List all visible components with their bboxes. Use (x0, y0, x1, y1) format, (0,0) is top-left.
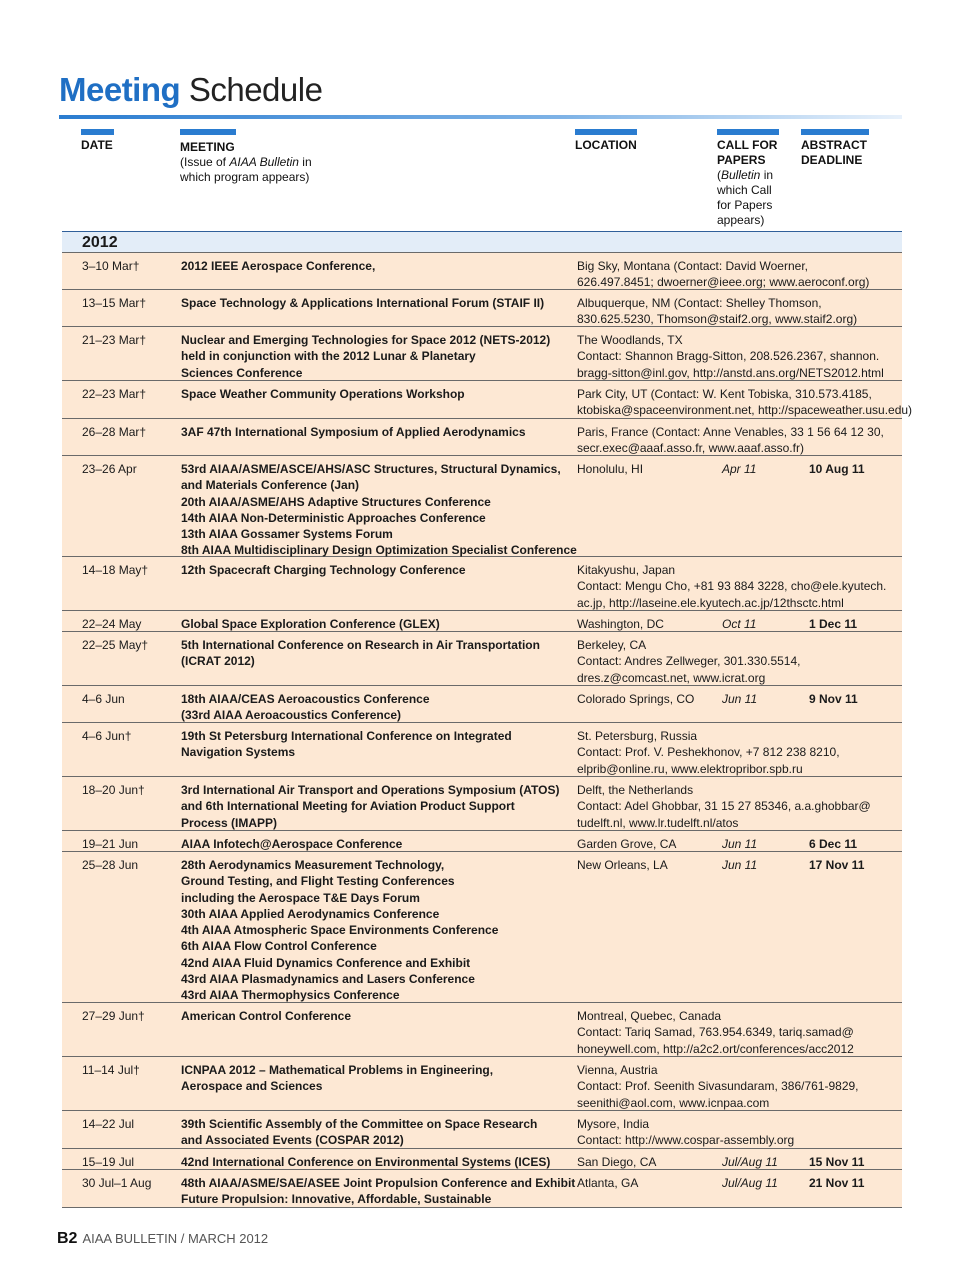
row-date: 14–18 May† (82, 563, 149, 577)
row-date: 18–20 Jun† (82, 783, 145, 797)
footer-text: AIAA BULLETIN / MARCH 2012 (82, 1231, 269, 1246)
meeting-line: 53rd AIAA/ASME/ASCE/AHS/ASC Structures, Structural Dynamics, (181, 462, 561, 476)
row-date: 13–15 Mar† (82, 296, 147, 310)
table-row (62, 1057, 902, 1111)
row-location (577, 637, 907, 686)
location-line: Honolulu, HI (577, 462, 644, 476)
location-line: 626.497.8451; dwoerner@ieee.org; www.aeroconf.org) (577, 275, 870, 290)
location-line: bragg-sitton@inl.gov, http://anstd.ans.org/NETS2012.html (577, 365, 884, 380)
location-line: Contact: Prof. Seenith Sivasundaram, 386/761-9829, (577, 1079, 859, 1094)
row-meeting (181, 562, 466, 578)
location-line: St. Petersburg, Russia (577, 729, 698, 743)
cfp-column-bar (717, 129, 779, 135)
location-line: Contact: Prof. V. Peshekhonov, +7 812 238 8210, (577, 745, 840, 760)
row-call-for-papers: Oct 11 (722, 617, 757, 631)
row-date: 22–24 May (82, 617, 142, 631)
location-line: ktobiska@spaceenvironment.net, http://spaceweather.usu.edu) (577, 403, 913, 418)
meeting-line: and Associated Events (COSPAR 2012) (181, 1133, 404, 1148)
year-heading: 2012 (62, 231, 902, 253)
location-line: Vienna, Austria (577, 1063, 658, 1077)
row-date: 3–10 Mar† (82, 259, 140, 273)
meeting-line: 18th AIAA/CEAS Aeroacoustics Conference (181, 692, 430, 706)
row-meeting (181, 857, 498, 1004)
row-call-for-papers: Jun 11 (722, 692, 758, 706)
location-line: Montreal, Quebec, Canada (577, 1009, 722, 1023)
abstract-column-header: ABSTRACT DEADLINE (801, 138, 867, 167)
meeting-line: 48th AIAA/ASME/SAE/ASEE Joint Propulsion Conference and Exhibit (181, 1176, 576, 1190)
meeting-column-header: MEETING (Issue of AIAA Bulletin in which program appears) (180, 140, 312, 184)
row-meeting (181, 616, 440, 632)
abstract-column-bar (801, 129, 869, 135)
table-row (62, 1003, 902, 1057)
meeting-line: 8th AIAA Multidisciplinary Design Optimization Specialist Conference (181, 543, 577, 558)
table-row (62, 611, 902, 632)
row-date: 27–29 Jun† (82, 1009, 145, 1023)
meeting-line: 3rd International Air Transport and Operations Symposium (ATOS) (181, 783, 560, 797)
meeting-line: 5th International Conference on Research in Air Transportation (181, 638, 540, 652)
meeting-line: (33rd AIAA Aeroacoustics Conference) (181, 708, 402, 723)
row-meeting (181, 691, 430, 724)
row-location (577, 728, 907, 777)
location-line: 830.625.5230, Thomson@staif2.org, www.staif2.org) (577, 312, 858, 327)
row-call-for-papers: Apr 11 (722, 462, 757, 476)
row-date: 11–14 Jul† (82, 1063, 140, 1077)
row-meeting (181, 295, 544, 311)
row-meeting (181, 1062, 493, 1095)
row-call-for-papers: Jun 11 (722, 837, 758, 851)
location-column-bar (575, 129, 637, 135)
meeting-line: 13th AIAA Gossamer Systems Forum (181, 527, 393, 542)
meeting-line: 14th AIAA Non-Deterministic Approaches Conference (181, 510, 486, 525)
table-row (62, 777, 902, 831)
location-line: secr.exec@aaaf.asso.fr, www.aaaf.asso.fr) (577, 441, 804, 456)
meeting-line: 12th Spacecraft Charging Technology Conference (181, 563, 466, 577)
table-row (62, 557, 902, 611)
table-row (62, 1111, 902, 1149)
meeting-line: 2012 IEEE Aerospace Conference, (181, 259, 376, 273)
table-row (62, 381, 913, 419)
meeting-line: 4th AIAA Atmospheric Space Environments Conference (181, 923, 499, 938)
location-line: honeywell.com, http://a2c2.ort/conferences/acc2012 (577, 1041, 854, 1056)
location-line: dres.z@comcast.net, www.icrat.org (577, 670, 766, 685)
location-line: seenithi@aol.com, www.icnpaa.com (577, 1095, 770, 1110)
meeting-line: American Control Conference (181, 1009, 352, 1023)
meeting-line: Navigation Systems (181, 745, 296, 760)
date-column-header: DATE (81, 138, 113, 152)
location-line: Contact: Andres Zellweger, 301.330.5514, (577, 654, 801, 669)
location-line: Garden Grove, CA (577, 837, 677, 851)
meeting-line: Process (IMAPP) (181, 815, 278, 830)
row-location (577, 424, 907, 457)
row-date: 21–23 Mar† (82, 333, 147, 347)
meeting-line: 30th AIAA Applied Aerodynamics Conference (181, 906, 440, 921)
meeting-line: 39th Scientific Assembly of the Committee on Space Research (181, 1117, 538, 1131)
schedule-table (62, 231, 913, 1208)
meeting-line: AIAA Infotech@Aerospace Conference (181, 837, 403, 851)
row-location (577, 258, 907, 291)
meeting-line: 20th AIAA/ASME/AHS Adaptive Structures Conference (181, 494, 491, 509)
location-line: Contact: Shannon Bragg-Sitton, 208.526.2367, shannon. (577, 349, 880, 364)
meeting-line: held in conjunction with the 2012 Lunar & Planetary (181, 349, 476, 364)
table-row (62, 632, 902, 686)
row-abstract-deadline: 1 Dec 11 (809, 617, 858, 631)
location-line: elprib@online.ru, www.elektropribor.spb.ru (577, 761, 803, 776)
location-line: Washington, DC (577, 617, 664, 631)
location-line: Albuquerque, NM (Contact: Shelley Thomson, (577, 296, 822, 310)
row-date: 14–22 Jul (82, 1117, 135, 1131)
row-location (577, 1062, 907, 1111)
row-date: 15–19 Jul (82, 1155, 135, 1169)
row-call-for-papers: Jul/Aug 11 (722, 1155, 778, 1169)
table-row (62, 327, 902, 381)
row-abstract-deadline: 6 Dec 11 (809, 837, 858, 851)
meeting-line: (ICRAT 2012) (181, 654, 255, 669)
meeting-line: Aerospace and Sciences (181, 1079, 323, 1094)
row-meeting (181, 424, 526, 440)
meeting-line: Space Technology & Applications International Forum (STAIF II) (181, 296, 545, 310)
location-line: Big Sky, Montana (Contact: David Woerner, (577, 259, 808, 273)
row-date: 4–6 Jun† (82, 729, 132, 743)
meeting-line: ICNPAA 2012 – Mathematical Problems in Engineering, (181, 1063, 494, 1077)
table-row (62, 419, 902, 456)
location-line: Park City, UT (Contact: W. Kent Tobiska, 310.573.4185, (577, 387, 872, 401)
row-meeting (181, 258, 375, 274)
row-abstract-deadline: 15 Nov 11 (809, 1155, 865, 1169)
table-row (62, 253, 902, 290)
row-location (577, 386, 913, 419)
row-date: 25–28 Jun (82, 858, 139, 872)
location-line: Contact: Tariq Samad, 763.954.6349, tariq.samad@ (577, 1025, 854, 1040)
row-meeting (181, 728, 512, 761)
meeting-line: Space Weather Community Operations Workshop (181, 387, 465, 401)
row-abstract-deadline: 9 Nov 11 (809, 692, 858, 706)
location-line: Colorado Springs, CO (577, 692, 695, 706)
meeting-column-bar (180, 129, 236, 135)
row-meeting (181, 1116, 537, 1149)
meeting-line: 28th Aerodynamics Measurement Technology, (181, 858, 445, 872)
location-line: Contact: Adel Ghobbar, 31 15 27 85346, a.a.ghobbar@ (577, 799, 871, 814)
row-location (577, 782, 907, 831)
table-row (62, 686, 902, 723)
location-line: Contact: Mengu Cho, +81 93 884 3228, cho@ele.kyutech. (577, 579, 887, 594)
meeting-line: and 6th International Meeting for Aviation Product Support (181, 799, 515, 814)
row-abstract-deadline: 21 Nov 11 (809, 1176, 865, 1190)
title-rest: Schedule (188, 71, 323, 108)
table-row (62, 456, 902, 557)
location-line: ac.jp, http://laseine.ele.kyutech.ac.jp/12thsctc.html (577, 595, 844, 610)
row-date: 26–28 Mar† (82, 425, 147, 439)
location-line: Atlanta, GA (577, 1176, 639, 1190)
table-row (62, 290, 902, 327)
location-line: Delft, the Netherlands (577, 783, 694, 797)
location-line: Mysore, India (577, 1117, 650, 1131)
row-date: 19–21 Jun (82, 837, 139, 851)
location-line: New Orleans, LA (577, 858, 668, 872)
row-meeting (181, 1008, 351, 1024)
meeting-line: Nuclear and Emerging Technologies for Space 2012 (NETS-2012) (181, 333, 551, 347)
row-date: 22–25 May† (82, 638, 149, 652)
row-date: 4–6 Jun (82, 692, 125, 706)
row-abstract-deadline: 17 Nov 11 (809, 858, 865, 872)
meeting-line: 3AF 47th International Symposium of Applied Aerodynamics (181, 425, 526, 439)
location-line: Kitakyushu, Japan (577, 563, 676, 577)
page-title (59, 70, 322, 110)
title-bold: Meeting (59, 71, 181, 108)
page-footer (57, 1230, 268, 1248)
row-meeting (181, 637, 540, 670)
meeting-line: 19th St Petersburg International Conference on Integrated (181, 729, 512, 743)
location-line: Berkeley, CA (577, 638, 647, 652)
location-line: The Woodlands, TX (577, 333, 683, 347)
row-meeting (181, 461, 577, 559)
location-line: Paris, France (Contact: Anne Venables, 33 1 56 64 12 30, (577, 425, 884, 439)
meeting-line: Sciences Conference (181, 365, 303, 380)
location-line: tudelft.nl, www.lr.tudelft.nl/atos (577, 815, 739, 830)
row-location (577, 295, 907, 328)
meeting-line: Future Propulsion: Innovative, Affordable, Sustainable (181, 1192, 492, 1207)
table-row (62, 852, 902, 1003)
row-call-for-papers: Jul/Aug 11 (722, 1176, 778, 1190)
row-date: 22–23 Mar† (82, 387, 147, 401)
row-meeting (181, 1154, 550, 1170)
table-row (62, 1170, 902, 1208)
row-location (577, 1116, 907, 1149)
row-meeting (181, 386, 465, 402)
meeting-line: 43rd AIAA Thermophysics Conference (181, 988, 400, 1003)
table-row (62, 1149, 902, 1170)
table-row (62, 723, 902, 777)
row-date: 30 Jul–1 Aug (82, 1176, 152, 1190)
row-meeting (181, 1175, 575, 1208)
row-location (577, 332, 907, 381)
location-line: San Diego, CA (577, 1155, 657, 1169)
row-location (577, 1008, 907, 1057)
location-line: Contact: http://www.cospar-assembly.org (577, 1133, 795, 1148)
row-abstract-deadline: 10 Aug 11 (809, 462, 865, 476)
meeting-line: including the Aerospace T&E Days Forum (181, 890, 420, 905)
date-column-bar (81, 129, 114, 135)
row-location (577, 562, 907, 611)
meeting-line: 42nd International Conference on Environmental Systems (ICES) (181, 1155, 551, 1169)
row-meeting (181, 836, 402, 852)
meeting-line: Global Space Exploration Conference (GLEX) (181, 617, 440, 631)
meeting-line: 42nd AIAA Fluid Dynamics Conference and Exhibit (181, 955, 471, 970)
cfp-column-header: CALL FOR PAPERS (Bulletin in which Call for Papers appears) (717, 138, 778, 227)
row-meeting (181, 782, 560, 831)
page-number: B2 (57, 1230, 78, 1247)
row-date: 23–26 Apr (82, 462, 137, 476)
title-rule (59, 115, 902, 119)
meeting-line: Ground Testing, and Flight Testing Conferences (181, 874, 455, 889)
meeting-line: 6th AIAA Flow Control Conference (181, 939, 377, 954)
table-row (62, 831, 902, 852)
row-meeting (181, 332, 550, 381)
meeting-line: 43rd AIAA Plasmadynamics and Lasers Conference (181, 972, 475, 987)
location-column-header: LOCATION (575, 138, 637, 152)
row-call-for-papers: Jun 11 (722, 858, 758, 872)
meeting-line: and Materials Conference (Jan) (181, 478, 360, 493)
